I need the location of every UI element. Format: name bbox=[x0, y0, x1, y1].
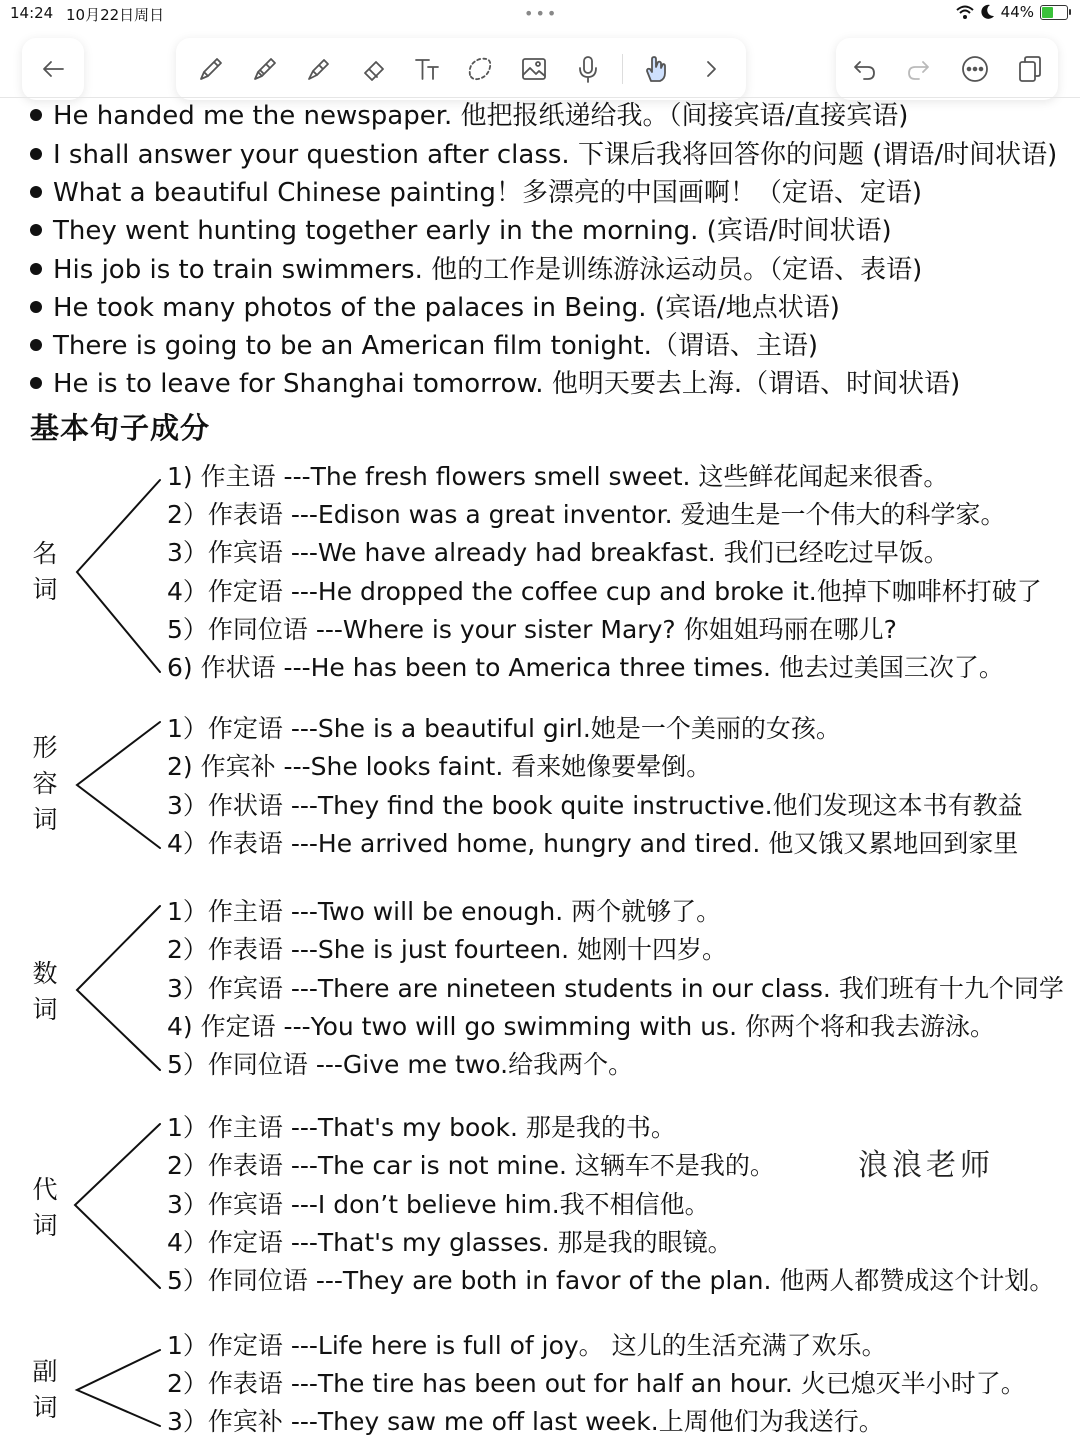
list-item: 2) 作宾补 ---She looks faint. 看来她像要晕倒。 bbox=[167, 752, 712, 781]
list-item: 2）作表语 ---Edison was a great inventor. 爱迪生是一个伟大的科学家。 bbox=[167, 500, 1006, 529]
list-item: 3）作状语 ---They find the book quite instructive.他们发现这本书有教益 bbox=[167, 791, 1023, 820]
bullet-dot-icon bbox=[30, 224, 42, 236]
pronoun-bracket bbox=[75, 1124, 160, 1288]
list-item: 4）作定语 ---That's my glasses. 那是我的眼镜。 bbox=[167, 1228, 733, 1257]
noun-bracket bbox=[77, 480, 160, 672]
list-item: 6) 作状语 ---He has been to America three times. 他去过美国三次了。 bbox=[167, 653, 1004, 682]
bullet-item: They went hunting together early in the morning. (宾语/时间状语) bbox=[30, 212, 892, 250]
bullet-item: What a beautiful Chinese painting！多漂亮的中国画啊！（定语、定语) bbox=[30, 174, 922, 212]
list-item: 3）作宾补 ---They saw me off last week.上周他们为我送行。 bbox=[167, 1407, 884, 1436]
bullet-item: I shall answer your question after class. 下课后我将回答你的问题 (谓语/时间状语) bbox=[30, 136, 1057, 174]
group-label-adverb: 副 词 bbox=[32, 1357, 58, 1422]
status-time: 14:24 bbox=[10, 4, 54, 22]
bullet-item: He is to leave for Shanghai tomorrow. 他明天要去上海.（谓语、时间状语) bbox=[30, 365, 960, 403]
list-item: 2）作表语 ---The tire has been out for half an hour. 火已熄灭半小时了。 bbox=[167, 1369, 1026, 1398]
adverb-bracket bbox=[77, 1350, 160, 1426]
bullet-item: He took many photos of the palaces in Being. (宾语/地点状语) bbox=[30, 289, 840, 327]
list-item: 3）作宾语 ---There are nineteen students in our class. 我们班有十九个同学 bbox=[167, 974, 1064, 1003]
list-item: 5）作同位语 ---Where is your sister Mary? 你姐姐玛丽在哪儿? bbox=[167, 615, 897, 644]
list-item: 5）作同位语 ---They are both in favor of the plan. 他两人都赞成这个计划。 bbox=[167, 1266, 1055, 1295]
list-item: 1) 作主语 ---The fresh flowers smell sweet. 这些鲜花闻起来很香。 bbox=[167, 462, 949, 491]
bullet-dot-icon bbox=[30, 377, 42, 389]
bullet-item: His job is to train swimmers. 他的工作是训练游泳运动员。（定语、表语) bbox=[30, 251, 922, 289]
list-item: 4）作定语 ---He dropped the coffee cup and broke it.他掉下咖啡杯打破了 bbox=[167, 577, 1042, 606]
bullet-dot-icon bbox=[30, 263, 42, 275]
group-label-noun: 名 词 bbox=[32, 539, 58, 604]
list-item: 3）作宾语 ---We have already had breakfast. 我们已经吃过早饭。 bbox=[167, 538, 949, 567]
section-heading: 基本句子成分 bbox=[30, 411, 211, 445]
status-date: 10月22日周日 bbox=[66, 6, 165, 24]
bullet-dot-icon bbox=[30, 186, 42, 198]
list-item: 2）作表语 ---The car is not mine. 这辆车不是我的。 bbox=[167, 1151, 775, 1180]
list-item: 2）作表语 ---She is just fourteen. 她刚十四岁。 bbox=[167, 935, 727, 964]
bullet-item: There is going to be an American film tonight.（谓语、主语) bbox=[30, 327, 818, 365]
list-item: 1）作主语 ---That's my book. 那是我的书。 bbox=[167, 1113, 676, 1142]
bullet-item: He handed me the newspaper. 他把报纸递给我。（间接宾语/直接宾语) bbox=[30, 97, 908, 135]
multitask-dots-icon[interactable]: ••• bbox=[524, 4, 559, 23]
adjective-bracket bbox=[77, 722, 160, 848]
numeral-bracket bbox=[77, 906, 160, 1070]
list-item: 1）作定语 ---Life here is full of joy。 这儿的生活充满了欢乐。 bbox=[167, 1331, 887, 1360]
group-label-adjective: 形 容 词 bbox=[32, 733, 58, 834]
bullet-dot-icon bbox=[30, 339, 42, 351]
group-label-numeral: 数 词 bbox=[32, 959, 58, 1024]
list-item: 5）作同位语 ---Give me two.给我两个。 bbox=[167, 1050, 634, 1079]
list-item: 4) 作定语 ---You two will go swimming with us. 你两个将和我去游泳。 bbox=[167, 1012, 995, 1041]
handwritten-signature: 浪浪老师 bbox=[858, 1148, 994, 1183]
list-item: 4）作表语 ---He arrived home, hungry and tired. 他又饿又累地回到家里 bbox=[167, 829, 1019, 858]
battery-percent: 44% bbox=[1000, 3, 1034, 21]
bullet-dot-icon bbox=[30, 301, 42, 313]
list-item: 1）作主语 ---Two will be enough. 两个就够了。 bbox=[167, 897, 722, 926]
bullet-dot-icon bbox=[30, 148, 42, 160]
list-item: 1）作定语 ---She is a beautiful girl.她是一个美丽的女孩。 bbox=[167, 714, 841, 743]
group-label-pronoun: 代 词 bbox=[32, 1175, 58, 1240]
bullet-dot-icon bbox=[30, 109, 42, 121]
list-item: 3）作宾语 ---I don’t believe him.我不相信他。 bbox=[167, 1190, 710, 1219]
